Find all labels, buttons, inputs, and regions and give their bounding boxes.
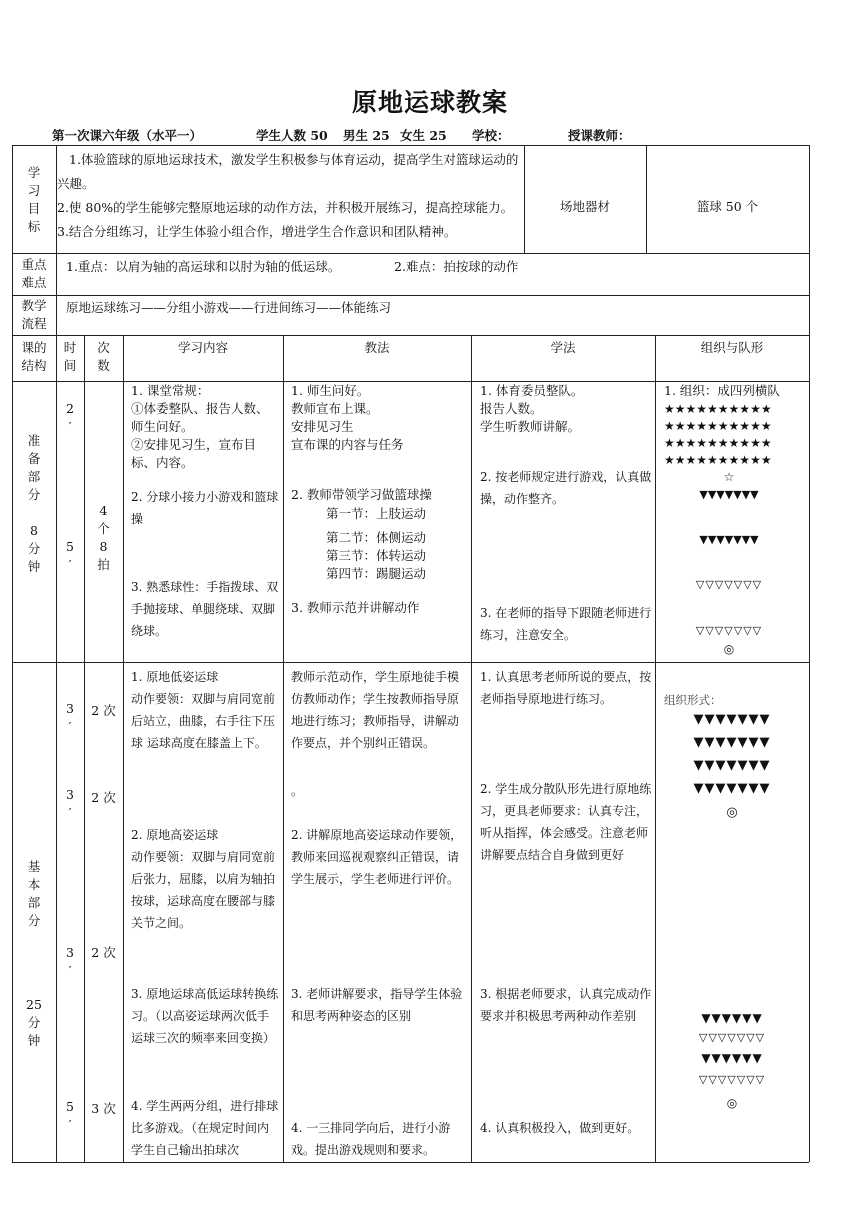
main-count-2: 2 次 (91, 790, 116, 805)
main-teacher-circle-1: ◎ (726, 805, 738, 820)
page-title: 原地运球教案 (351, 88, 508, 117)
exercise-section-2: 第二节：体侧运动 (326, 530, 427, 545)
main-org-title: 组织形式： (664, 693, 722, 707)
flow-text: 原地运球练习——分组小游戏——行进间练习——体能练习 (66, 300, 392, 315)
main-teach-2: 2. 讲解原地高姿运球动作要领，教师来回巡视观察纠正错误，请学生展示，学生老师进行评价。 (291, 828, 463, 886)
main-time-1: 3 ′ (66, 701, 74, 734)
prep-learn-1: 1. 体育委员整队。 报告人数。 学生听教师讲解。 (480, 383, 584, 434)
goals-text: 1.体验篮球的原地运球技术，激发学生积极参与体育运动，提高学生对篮球运动的兴趣。 2.使 80%的学生能够完整原地运球的动作方法，并积极开展练习，提高控球能力。 3.结合分组练习，让学生体验小组合作，增进学生合作意识和团队精神。 (57, 152, 519, 239)
header-count: 次 数 (97, 340, 110, 373)
tri-black-row-2: ▼▼▼▼▼▼▼ (699, 533, 759, 546)
prep-teach-1: 1. 师生问好。 教师宣布上课。 安排见习生 宣布课的内容与任务 (291, 383, 404, 452)
header-learn: 学法 (550, 340, 576, 355)
teacher-label: 授课教师： (568, 128, 631, 143)
pair-tri-black-1: ▼▼▼▼▼▼ (701, 1011, 763, 1025)
star-row-1: ★★★★★★★★★★ (664, 402, 772, 416)
prep-content-2: 2. 分球小接力小游戏和篮球操 (131, 490, 279, 526)
pair-tri-black-2: ▼▼▼▼▼▼ (701, 1051, 763, 1065)
main-learn-1: 1. 认真思考老师所说的要点，按老师指导原地进行练习。 (480, 670, 652, 706)
prep-teach-2: 2. 教师带领学习做篮球操 (291, 487, 432, 502)
boys-count: 男生 25 (343, 128, 390, 143)
main-label: 基 本 部 分 (27, 859, 41, 928)
tri-black-row-1: ▼▼▼▼▼▼▼ (699, 488, 759, 501)
main-content-4: 4. 学生两两分组，进行排球比多游戏。（在规定时间内学生自己输出拍球次 (131, 1099, 279, 1157)
prep-count: 4 个 8 拍 (97, 503, 110, 572)
main-learn-4: 4. 认真积极投入，做到更好。 (480, 1121, 640, 1135)
key-point-1: 1.重点：以肩为轴的高运球和以肘为轴的低运球。 (66, 259, 341, 274)
main-tri-row-1: ▼▼▼▼▼▼▼ (693, 712, 771, 727)
main-count-1: 2 次 (91, 703, 116, 718)
header-time: 时 间 (63, 340, 77, 373)
main-learn-2: 2. 学生成分散队形先进行原地练习，更具老师要求：认真专注，听从指挥，体会感受。注意老师讲解要点结合自身做到更好 (480, 782, 652, 862)
exercise-section-1: 第一节：上肢运动 (326, 506, 427, 521)
header-content: 学习内容 (177, 340, 228, 355)
prep-learn-3: 3. 在老师的指导下跟随老师进行练习，注意安全。 (480, 606, 652, 642)
key-point-2: 2.难点：拍按球的动作 (394, 259, 519, 274)
header-structure: 课的 结构 (21, 340, 47, 373)
main-tri-row-4: ▼▼▼▼▼▼▼ (693, 781, 771, 796)
main-label-time: 25 分 钟 (26, 997, 42, 1048)
prep-time-1: 2 ′ (66, 401, 74, 434)
exercise-section-4: 第四节：踢腿运动 (326, 566, 427, 581)
teacher-star: ☆ (723, 470, 735, 484)
main-count-3: 2 次 (91, 945, 116, 960)
main-count-4: 3 次 (91, 1101, 116, 1116)
tri-white-row-1: ▽▽▽▽▽▽▽ (695, 578, 763, 591)
venue-label: 场地器材 (559, 199, 610, 214)
main-time-3: 3 ′ (66, 945, 74, 978)
pair-tri-white-1: ▽▽▽▽▽▽▽ (698, 1031, 766, 1044)
main-teach-dot: 。 (291, 784, 304, 798)
key-label: 重点 难点 (21, 257, 47, 290)
student-count: 学生人数 50 (256, 128, 328, 143)
main-teach-4: 4. 一三排同学向后，进行小游戏。提出游戏规则和要求。 (291, 1121, 451, 1157)
prep-teach-3: 3. 教师示范并讲解动作 (291, 600, 420, 615)
main-teach-3: 3. 老师讲解要求，指导学生体验和思考两种姿态的区别 (291, 987, 463, 1023)
school-label: 学校： (472, 128, 510, 143)
main-content-1: 1. 原地低姿运球 动作要领：双脚与肩同宽前后站立，曲膝，右手往下压球 运球高度在膝盖上下。 (131, 670, 276, 750)
star-row-2: ★★★★★★★★★★ (664, 419, 772, 433)
star-row-4: ★★★★★★★★★★ (664, 453, 772, 467)
exercise-section-3: 第三节：体转运动 (326, 548, 427, 563)
main-time-2: 3 ′ (66, 787, 74, 820)
main-tri-row-2: ▼▼▼▼▼▼▼ (693, 735, 771, 750)
pair-tri-white-2: ▽▽▽▽▽▽▽ (698, 1073, 766, 1086)
prep-content-1: 1. 课堂常规： ①体委整队、报告人数、师生问好。 ②安排见习生，宣布目标、内容。 (131, 383, 269, 470)
main-time-4: 5 ′ (66, 1099, 74, 1132)
tri-white-row-2: ▽▽▽▽▽▽▽ (695, 624, 763, 637)
prep-time-2: 5 ′ (66, 539, 74, 572)
flow-label: 教学 流程 (21, 298, 47, 331)
header-teach: 教法 (364, 340, 390, 355)
main-teacher-circle-2: ◎ (726, 1096, 738, 1110)
lesson-info: 第一次课六年级（水平一） (52, 128, 203, 143)
main-learn-3: 3. 根据老师要求，认真完成动作要求并积极思考两种动作差别 (480, 987, 652, 1023)
venue-value: 篮球 50 个 (696, 199, 759, 214)
prep-org-title: 1. 组织：成四列横队 (664, 383, 780, 398)
prep-learn-2: 2. 按老师规定进行游戏，认真做操，动作整齐。 (480, 470, 652, 506)
teacher-circle: ◎ (723, 642, 735, 656)
girls-count: 女生 25 (400, 128, 447, 143)
goals-label: 学 习 目 标 (27, 165, 41, 234)
prep-label: 准 备 部 分 8 分 钟 (27, 433, 41, 574)
main-tri-row-3: ▼▼▼▼▼▼▼ (693, 758, 771, 773)
main-content-2: 2. 原地高姿运球 动作要领：双脚与肩同宽前后张力，屈膝，以肩为轴拍按球，运球高度在腰部与膝关节之间。 (131, 828, 276, 930)
main-teach-1: 教师示范动作，学生原地徒手模仿教师动作；学生按教师指导原地进行练习；教师指导，讲解动作要点，并个别纠正错误。 (291, 670, 460, 750)
star-row-3: ★★★★★★★★★★ (664, 436, 772, 450)
header-org: 组织与队形 (700, 340, 764, 355)
main-content-3: 3. 原地运球高低运球转换练习。（以高姿运球两次低手运球三次的频率来回变换） (131, 987, 279, 1045)
prep-content-3: 3. 熟悉球性：手指拨球、双手抛接球、单腿绕球、双脚绕球。 (131, 580, 279, 638)
